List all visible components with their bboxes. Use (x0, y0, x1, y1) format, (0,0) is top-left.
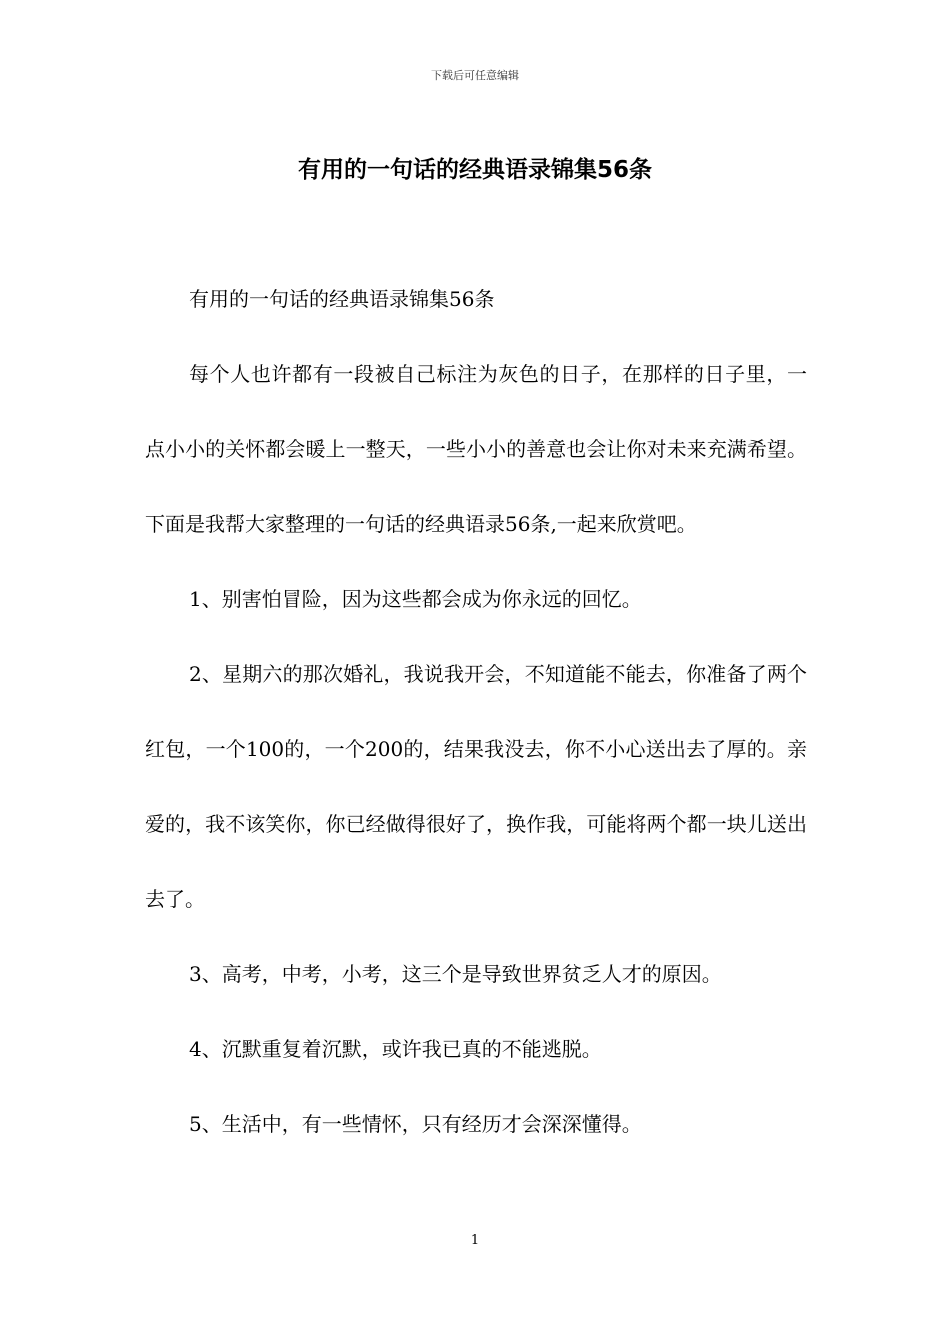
document-title: 有用的一句话的经典语录锦集56条 (297, 157, 652, 183)
quote-item-3: 3、高考，中考，小考，这三个是导致世界贫乏人才的原因。 (189, 962, 722, 986)
quote-item-5: 5、生活中，有一些情怀，只有经历才会深深懂得。 (189, 1112, 642, 1136)
page-number: 1 (470, 1233, 480, 1248)
header-note: 下载后可任意编辑 (431, 69, 519, 82)
quote-item-4: 4、沉默重复着沉默，或许我已真的不能逃脱。 (189, 1037, 602, 1061)
subtitle-paragraph: 有用的一句话的经典语录锦集56条 (189, 287, 495, 311)
quote-item-2: 2、星期六的那次婚礼，我说我开会，不知道能不能去，你准备了两个红包，一个100的，一个200的，结果我没去，你不小心送出去了厚的。亲爱的，我不该笑你，你已经做得很好了，换作我，可能将两个都一块儿送出去了。 (145, 662, 807, 911)
intro-paragraph: 每个人也许都有一段被自己标注为灰色的日子，在那样的日子里，一点小小的关怀都会暖上一整天，一些小小的善意也会让你对未来充满希望。下面是我帮大家整理的一句话的经典语录56条,一起来欣赏吧。 (145, 362, 807, 536)
quote-item-1: 1、别害怕冒险，因为这些都会成为你永远的回忆。 (189, 587, 642, 611)
document-body (145, 262, 807, 1162)
